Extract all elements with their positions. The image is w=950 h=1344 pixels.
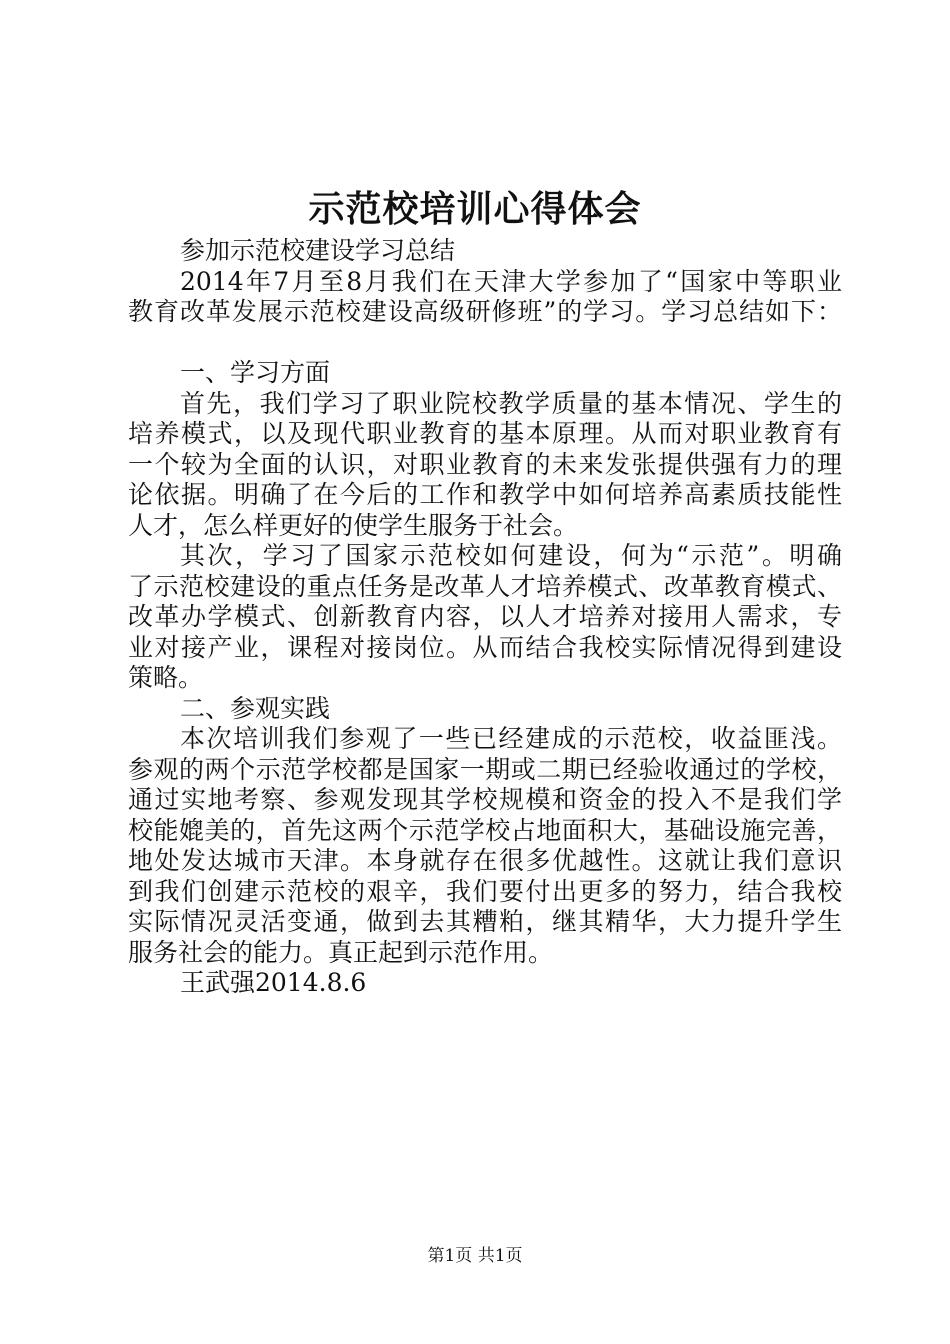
paragraph-line: 了示范校建设的重点任务是改革人才培养模式、改革教育模式、 bbox=[128, 571, 842, 601]
section-heading: 一、学习方面 bbox=[180, 358, 331, 387]
paragraph-line: 实际情况灵活变通，做到去其糟粕，继其精华，大力提升学生 bbox=[128, 907, 842, 936]
paragraph-line: 一个较为全面的认识，对职业教育的未来发张提供强有力的理 bbox=[128, 449, 842, 479]
signature: 王武强2014.8.6 bbox=[180, 968, 367, 997]
paragraph-line: 业对接产业，课程对接岗位。从而结合我校实际情况得到建设 bbox=[128, 632, 842, 662]
paragraph-line: 本次培训我们参观了一些已经建成的示范校，收益匪浅。 bbox=[180, 724, 842, 753]
paragraph-line: 策略。 bbox=[128, 663, 204, 692]
paragraph-line: 校能媲美的，首先这两个示范学校占地面积大，基础设施完善， bbox=[128, 815, 842, 845]
paragraph-line: 通过实地考察、参观发现其学校规模和资金的投入不是我们学 bbox=[128, 785, 842, 814]
paragraph-line: 地处发达城市天津。本身就存在很多优越性。这就让我们意识 bbox=[128, 846, 842, 875]
paragraph-line: 论依据。明确了在今后的工作和教学中如何培养高素质技能性 bbox=[128, 480, 842, 509]
document-title: 示范校培训心得体会 bbox=[308, 188, 642, 230]
paragraph-line: 其次，学习了国家示范校如何建设，何为“示范”。明确 bbox=[180, 541, 842, 570]
blank-line bbox=[128, 328, 842, 359]
paragraph-line: 改革办学模式、创新教育内容，以人才培养对接用人需求，专 bbox=[128, 602, 842, 631]
paragraph-line: 参观的两个示范学校都是国家一期或二期已经验收通过的学校， bbox=[128, 754, 842, 784]
paragraph-line: 培养模式，以及现代职业教育的基本原理。从而对职业教育有 bbox=[128, 419, 842, 448]
section-heading: 二、参观实践 bbox=[180, 693, 331, 723]
paragraph-line: 服务社会的能力。真正起到示范作用。 bbox=[128, 937, 554, 967]
paragraph-line: 人才，怎么样更好的使学生服务于社会。 bbox=[128, 510, 579, 540]
document-body bbox=[128, 236, 842, 999]
intro-line: 教育改革发展示范校建设高级研修班”的学习。学习总结如下： bbox=[128, 297, 842, 326]
intro-line: 2014年7月至8月我们在天津大学参加了“国家中等职业 bbox=[180, 266, 842, 296]
page-footer: 第1页 共1页 bbox=[427, 1246, 523, 1266]
paragraph-line: 到我们创建示范校的艰辛，我们要付出更多的努力，结合我校 bbox=[128, 876, 842, 906]
document-subtitle: 参加示范校建设学习总结 bbox=[180, 236, 456, 265]
paragraph-line: 首先，我们学习了职业院校教学质量的基本情况、学生的 bbox=[180, 388, 842, 418]
